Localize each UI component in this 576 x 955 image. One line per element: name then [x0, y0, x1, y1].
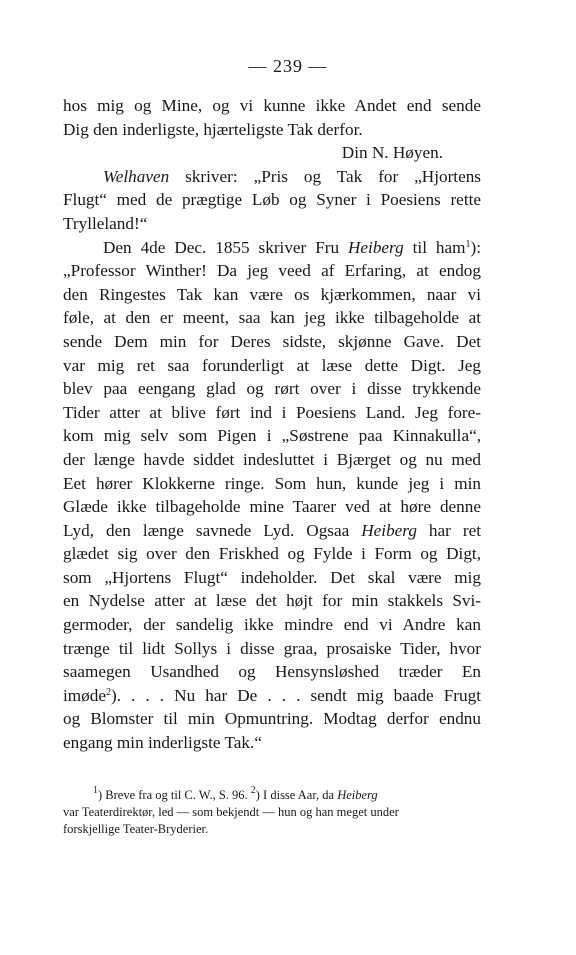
- footnote-text: var Teaterdirektør, led — som bekjendt — hun og han meget under: [63, 805, 399, 819]
- text-line: kom mig selv som Pigen i „Søstrene paa Kinnakulla“,: [63, 426, 481, 446]
- text-span: ):: [470, 237, 481, 257]
- text-line: Glæde ikke tilbageholde mine Taarer ved at høre denne: [63, 497, 481, 517]
- text-line: den Ringestes Tak kan være os kjærkommen, naar vi: [63, 284, 481, 304]
- footnotes: [63, 787, 481, 838]
- text-line: [63, 165, 481, 189]
- text-line: Dig den inderligste, hjærteligste Tak derfor.: [63, 119, 363, 139]
- text-line: Trylleland!“: [63, 213, 148, 233]
- footnote-text: ) Breve fra og til C. W., S. 96.: [98, 788, 251, 802]
- text-line: en Nydelse atter at læse det højt for min stakkels Svi-: [63, 591, 481, 611]
- text-span: imøde: [63, 685, 106, 705]
- text-line: trænge til lidt Sollys i disse graa, prosaiske Tider, hvor: [63, 638, 481, 658]
- text-line: germoder, der sandelig ikke mindre end vi Andre kan: [63, 615, 481, 635]
- text-span: Lyd, den længe savnede Lyd. Ogsaa: [63, 520, 362, 540]
- footnote-text: forskjellige Teater-Bryderier.: [63, 822, 209, 836]
- text-span: skriver: „Pris og Tak for „Hjortens: [169, 166, 481, 186]
- body-text: [63, 94, 481, 755]
- person-name: Heiberg: [361, 520, 417, 540]
- text-span: har ret: [416, 520, 482, 540]
- person-name: Heiberg: [337, 788, 378, 802]
- signature: Din N. Høyen.: [341, 143, 443, 163]
- page-number: — 239 —: [248, 56, 328, 76]
- text-span: til ham: [403, 237, 466, 257]
- footnote-text: ) I disse Aar, da: [255, 788, 338, 802]
- footnote: [63, 787, 481, 838]
- text-line: hos mig og Mine, og vi kunne ikke Andet end sende: [63, 96, 481, 115]
- footnote-marker: 2: [250, 785, 256, 796]
- text-line: glædet sig over den Friskhed og Fylde i Form og Digt,: [63, 544, 481, 564]
- text-line: saamegen Usandhed og Hensynsløshed træder En: [63, 662, 481, 682]
- text-line: „Professor Winther! Da jeg veed af Erfaring, at endog: [63, 261, 481, 281]
- text-line: sende Dem min for Deres sidste, skjønne Gave. Det: [63, 331, 481, 351]
- text-line: engang min inderligste Tak.“: [63, 733, 262, 753]
- text-line: føle, at den er meent, saa kan jeg ikke tilbageholde at: [63, 308, 481, 328]
- text-line: blev paa eengang glad og rørt over i disse trykkende: [63, 379, 481, 399]
- footnote-marker: 2: [105, 686, 111, 698]
- text-line: Flugt“ med de prægtige Løb og Syner i Poesiens rette: [63, 190, 481, 210]
- text-line: [63, 519, 481, 543]
- text-line: [63, 236, 481, 260]
- footnote-marker: 1: [465, 238, 471, 250]
- text-line: [63, 684, 481, 708]
- text-span: ). . . . Nu har De . . . sendt mig baade Frugt: [110, 685, 481, 705]
- text-line: og Blomster til min Opmuntring. Modtag derfor endnu: [63, 709, 481, 729]
- text-line: Eet hører Klokkerne ringe. Som hun, kunde jeg i min: [63, 473, 481, 493]
- person-name: Heiberg: [348, 237, 404, 257]
- text-span: Den 4de Dec. 1855 skriver Fru: [103, 237, 349, 257]
- person-name: Welhaven: [103, 166, 170, 186]
- text-line: var mig ret saa forunderligt at læse dette Digt. Jeg: [63, 355, 481, 375]
- text-line: som „Hjortens Flugt“ indeholder. Det skal være mig: [63, 567, 481, 587]
- text-line: der længe havde siddet indesluttet i Bjærget og nu med: [63, 449, 481, 469]
- text-line: Tider atter at blive ført ind i Poesiens Land. Jeg fore-: [63, 402, 481, 422]
- footnote-marker: 1: [93, 785, 98, 796]
